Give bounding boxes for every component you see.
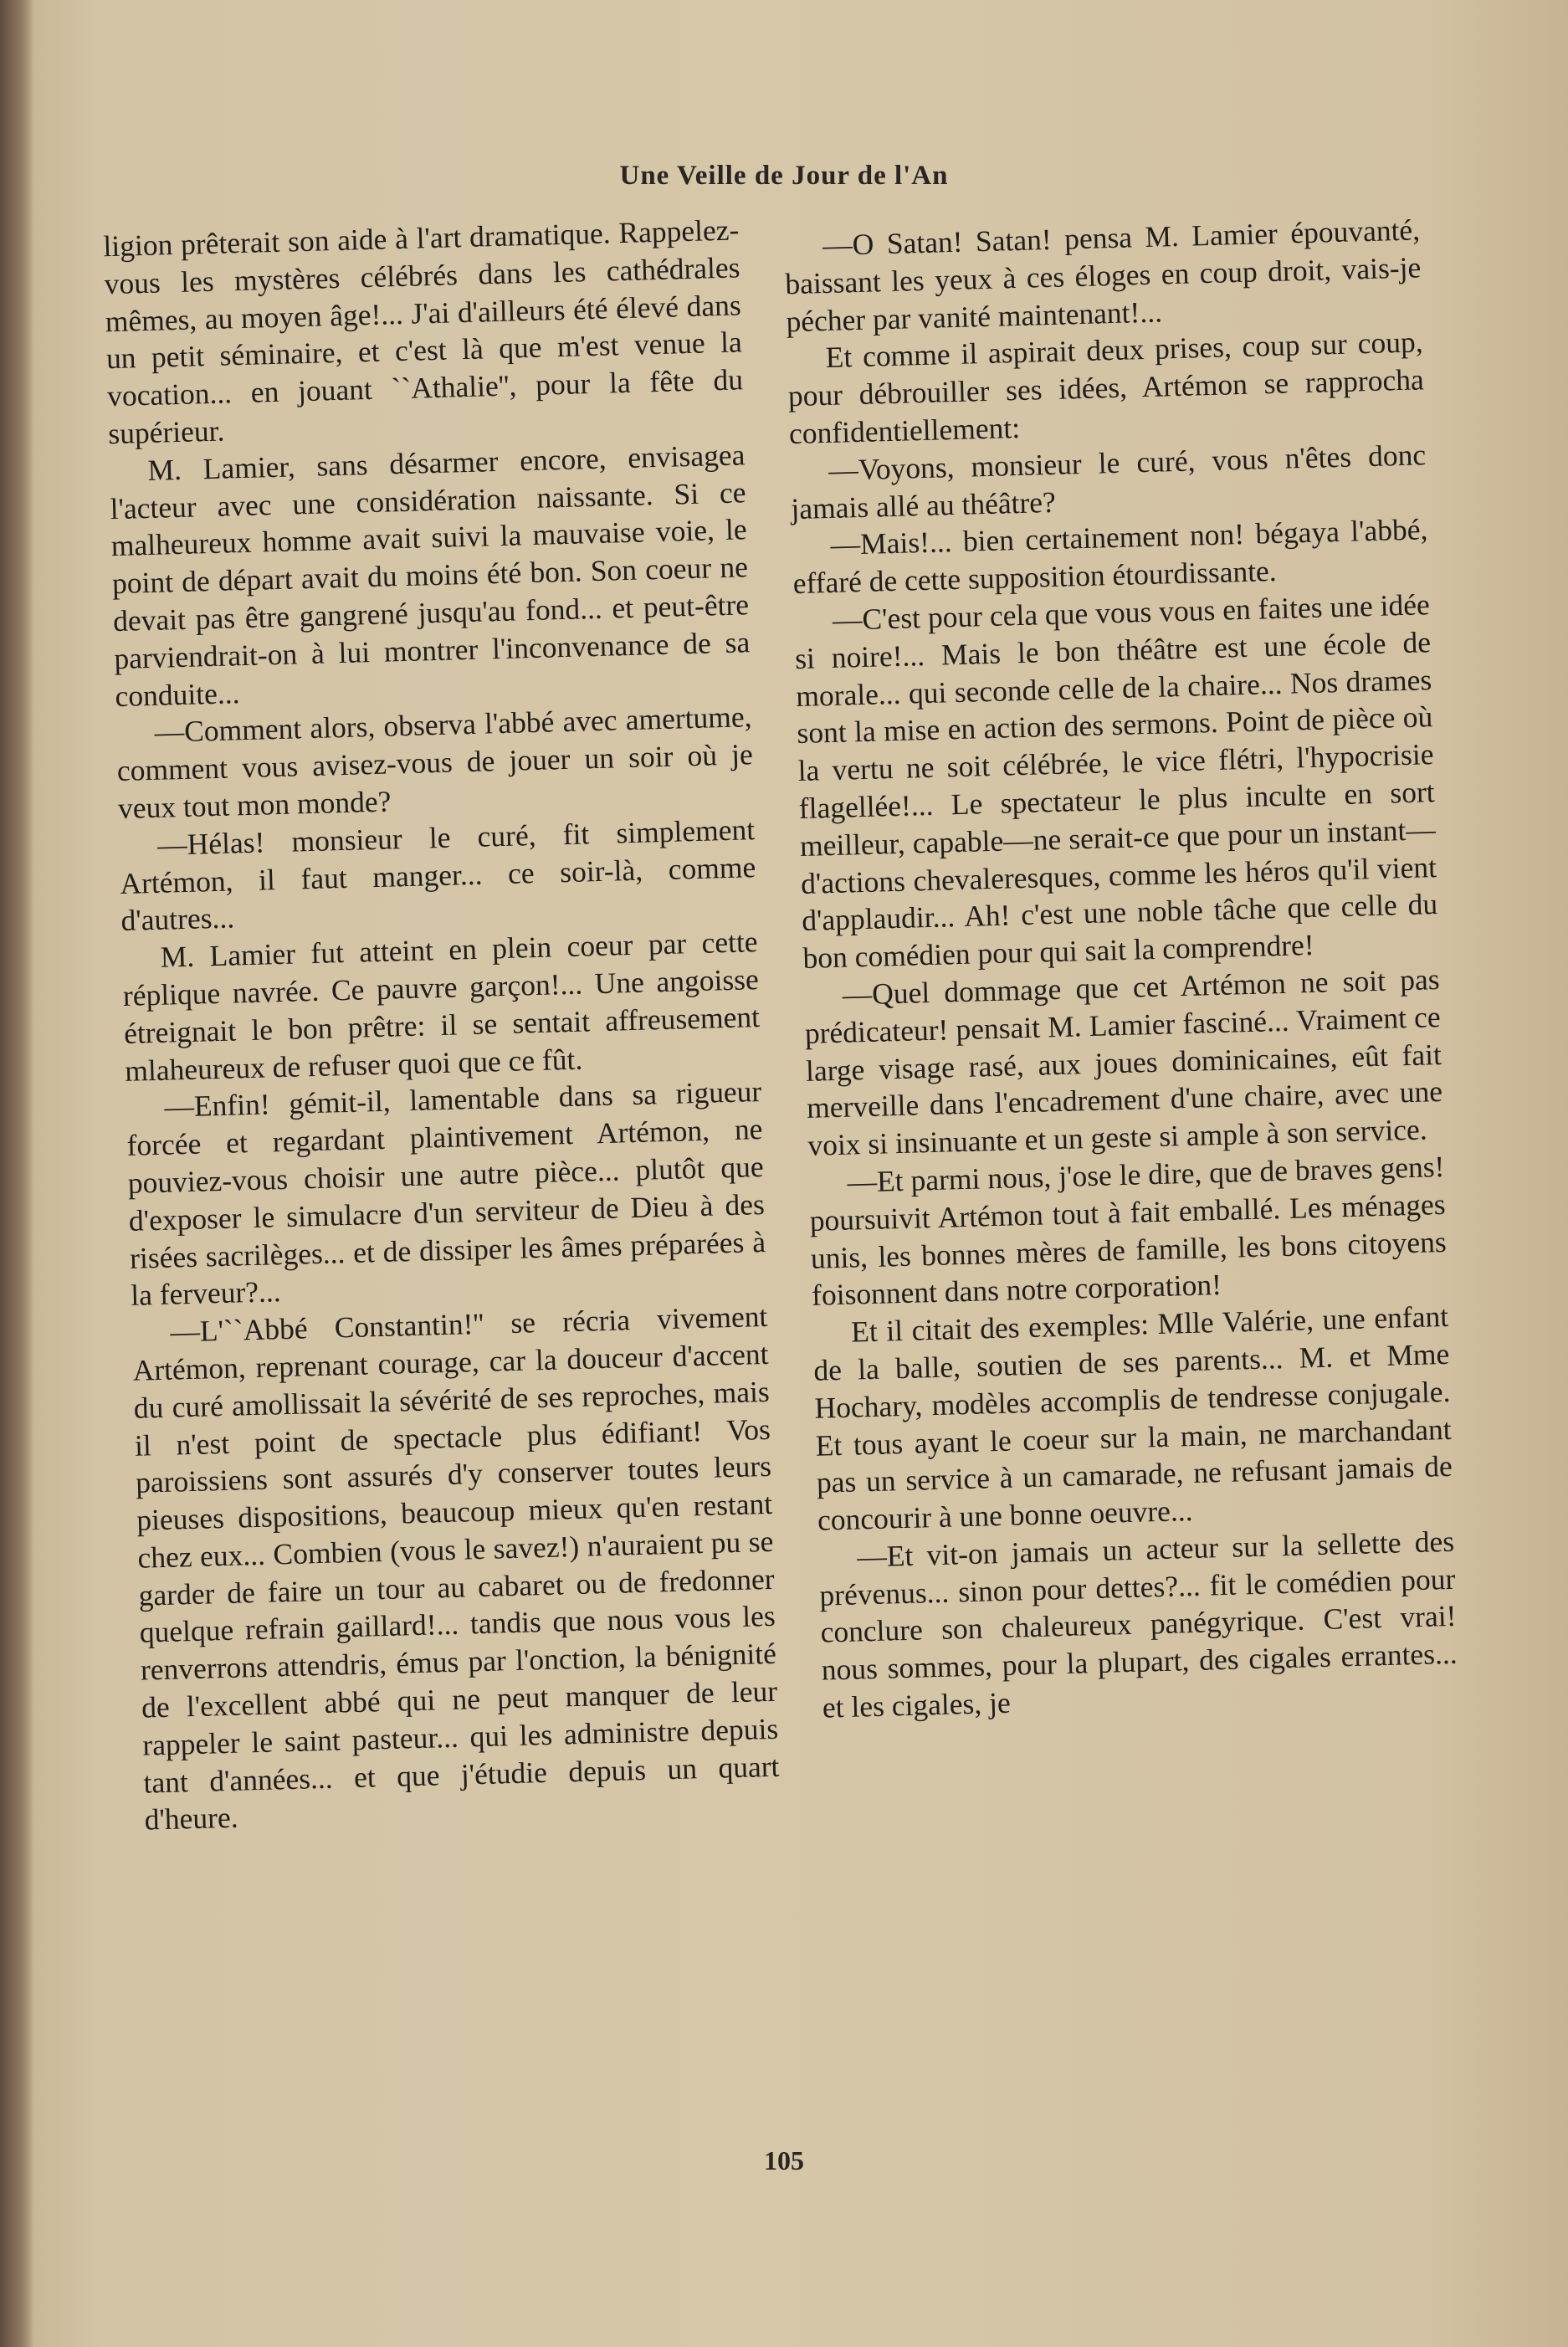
right-text-column (784, 211, 1459, 1726)
paragraph: ligion prêterait son aide à l'art dramatique. Rappelez-vous les mystères célébrés dans les cathédrales mêmes, au moyen âge!... J'ai d'ailleurs été élevé dans un petit séminaire, et c'est là que m'est venue la vocation... en jouant ``Athalie'', pour la fête du supérieur. (102, 213, 744, 451)
running-title: Une Veille de Jour de l'An (619, 161, 949, 191)
paragraph: —Et vit-on jamais un acteur sur la sellette des prévenus... sinon pour dettes?... fit le comédien pour conclure son chaleureux panégyrique. C'est vrai! nous sommes, pour la plupart, des cigales errantes... et les cigales, je (818, 1524, 1458, 1724)
paragraph: —O Satan! Satan! pensa M. Lamier épouvanté, baissant les yeux à ces éloges en coup droit, vais-je pécher par vanité maintenant!... (784, 213, 1422, 338)
paragraph: —Enfin! gémit-il, lamentable dans sa rigueur forcée et regardant plaintivement Artémon, ne pouviez-vous choisir une autre pièce... plutôt que d'exposer le simulacre d'un serviteur de Dieu à des risées sacrilèges... et de dissiper les âmes préparées à la ferveur?... (126, 1074, 766, 1313)
left-text-column (103, 211, 781, 1839)
paragraph: M. Lamier fut atteint en plein coeur par cette réplique navrée. Ce pauvre garçon!... Une angoisse étreignait le bon prêtre: il se sentait affreusement mlaheureux de refuser quoi que ce fût. (122, 925, 761, 1088)
paragraph: —C'est pour cela que vous vous en faites une idée si noire!... Mais le bon théâtre est une école de morale... qui seconde celle de la chaire... Nos drames sont la mise en action des sermons. Point de pièce où la vertu ne soit célébrée, le vice flétri, l'hypocrisie flagellée!... Le spectateur le plus inculte en sort meilleur, capable—ne serait-ce que pour un instant—d'actions chevaleresques, comme les héros qu'il vient d'applaudir... Ah! c'est une noble tâche que celle du bon comédien pour qui sait la comprendre! (794, 587, 1438, 976)
paragraph: —Et parmi nous, j'ose le dire, que de braves gens! poursuivit Artémon tout à fait emballé. Les ménages unis, les bonnes mères de famille, les bons citoyens foisonnent dans notre corporation! (809, 1149, 1448, 1313)
paragraph: —Quel dommage que cet Artémon ne soit pas prédicateur! pensait M. Lamier fasciné... Vraiment ce large visage rasé, aux joues dominicaines, eût fait merveille dans l'encadrement d'une chaire, avec une voix si insinuante et un geste si ample à son service. (804, 961, 1443, 1162)
paragraph: —Comment alors, observa l'abbé avec amertume, comment vous avisez-vous de jouer un soir où je veux tout mon monde? (116, 699, 754, 825)
paragraph: Et il citait des exemples: Mlle Valérie, une enfant de la balle, soutien de ses parents... M. et Mme Hochary, modèles accomplis de tendresse conjugale. Et tous ayant le coeur sur la main, ne marchandant pas un service à un camarade, ne refusant jamais de concourir à une bonne oeuvre... (812, 1299, 1453, 1537)
paragraph: —Hélas! monsieur le curé, fit simplement Artémon, il faut manger... ce soir-là, comme d'autres... (119, 812, 756, 938)
page-number: 105 (764, 2145, 804, 2175)
page-gutter-shadow (0, 0, 33, 2347)
paragraph: —L'``Abbé Constantin!'' se récria vivement Artémon, reprenant courage, car la douceur d'accent du curé amollissait la sévérité de ses reproches, mais il n'est point de spectacle plus édifiant! Vos paroissiens sont assurés d'y conserver toutes leurs pieuses dispositions, beaucoup mieux qu'en restant chez eux... Combien (vous le savez!) n'auraient pu se garder de faire un tour au cabaret ou de fredonner quelque refrain gaillard!... tandis que nous vous les renverrons attendris, émus par l'onction, la bénignité de l'excellent abbé qui ne peut manquer de leur rappeler le saint pasteur... qui les administre depuis tant d'années... et que j'étudie depuis un quart d'heure. (132, 1299, 780, 1837)
paragraph: —Voyons, monsieur le curé, vous n'êtes donc jamais allé au théâtre? (790, 438, 1427, 525)
paragraph: —Mais!... bien certainement non! bégaya l'abbé, effaré de cette supposition étourdissante. (792, 512, 1428, 601)
paragraph: M. Lamier, sans désarmer encore, envisagea l'acteur avec une considération naissante. Si ce malheureux homme avait suivi la mauvaise voie, le point de départ avait du moins été bon. Son coeur ne devait pas être gangrené jusqu'au fond... et peut-être parviendrait-on à lui montrer l'inconvenance de sa conduite... (110, 438, 751, 713)
paragraph: Et comme il aspirait deux prises, coup sur coup, pour débrouiller ses idées, Artémon se rapprocha confidentiellement: (787, 325, 1425, 451)
